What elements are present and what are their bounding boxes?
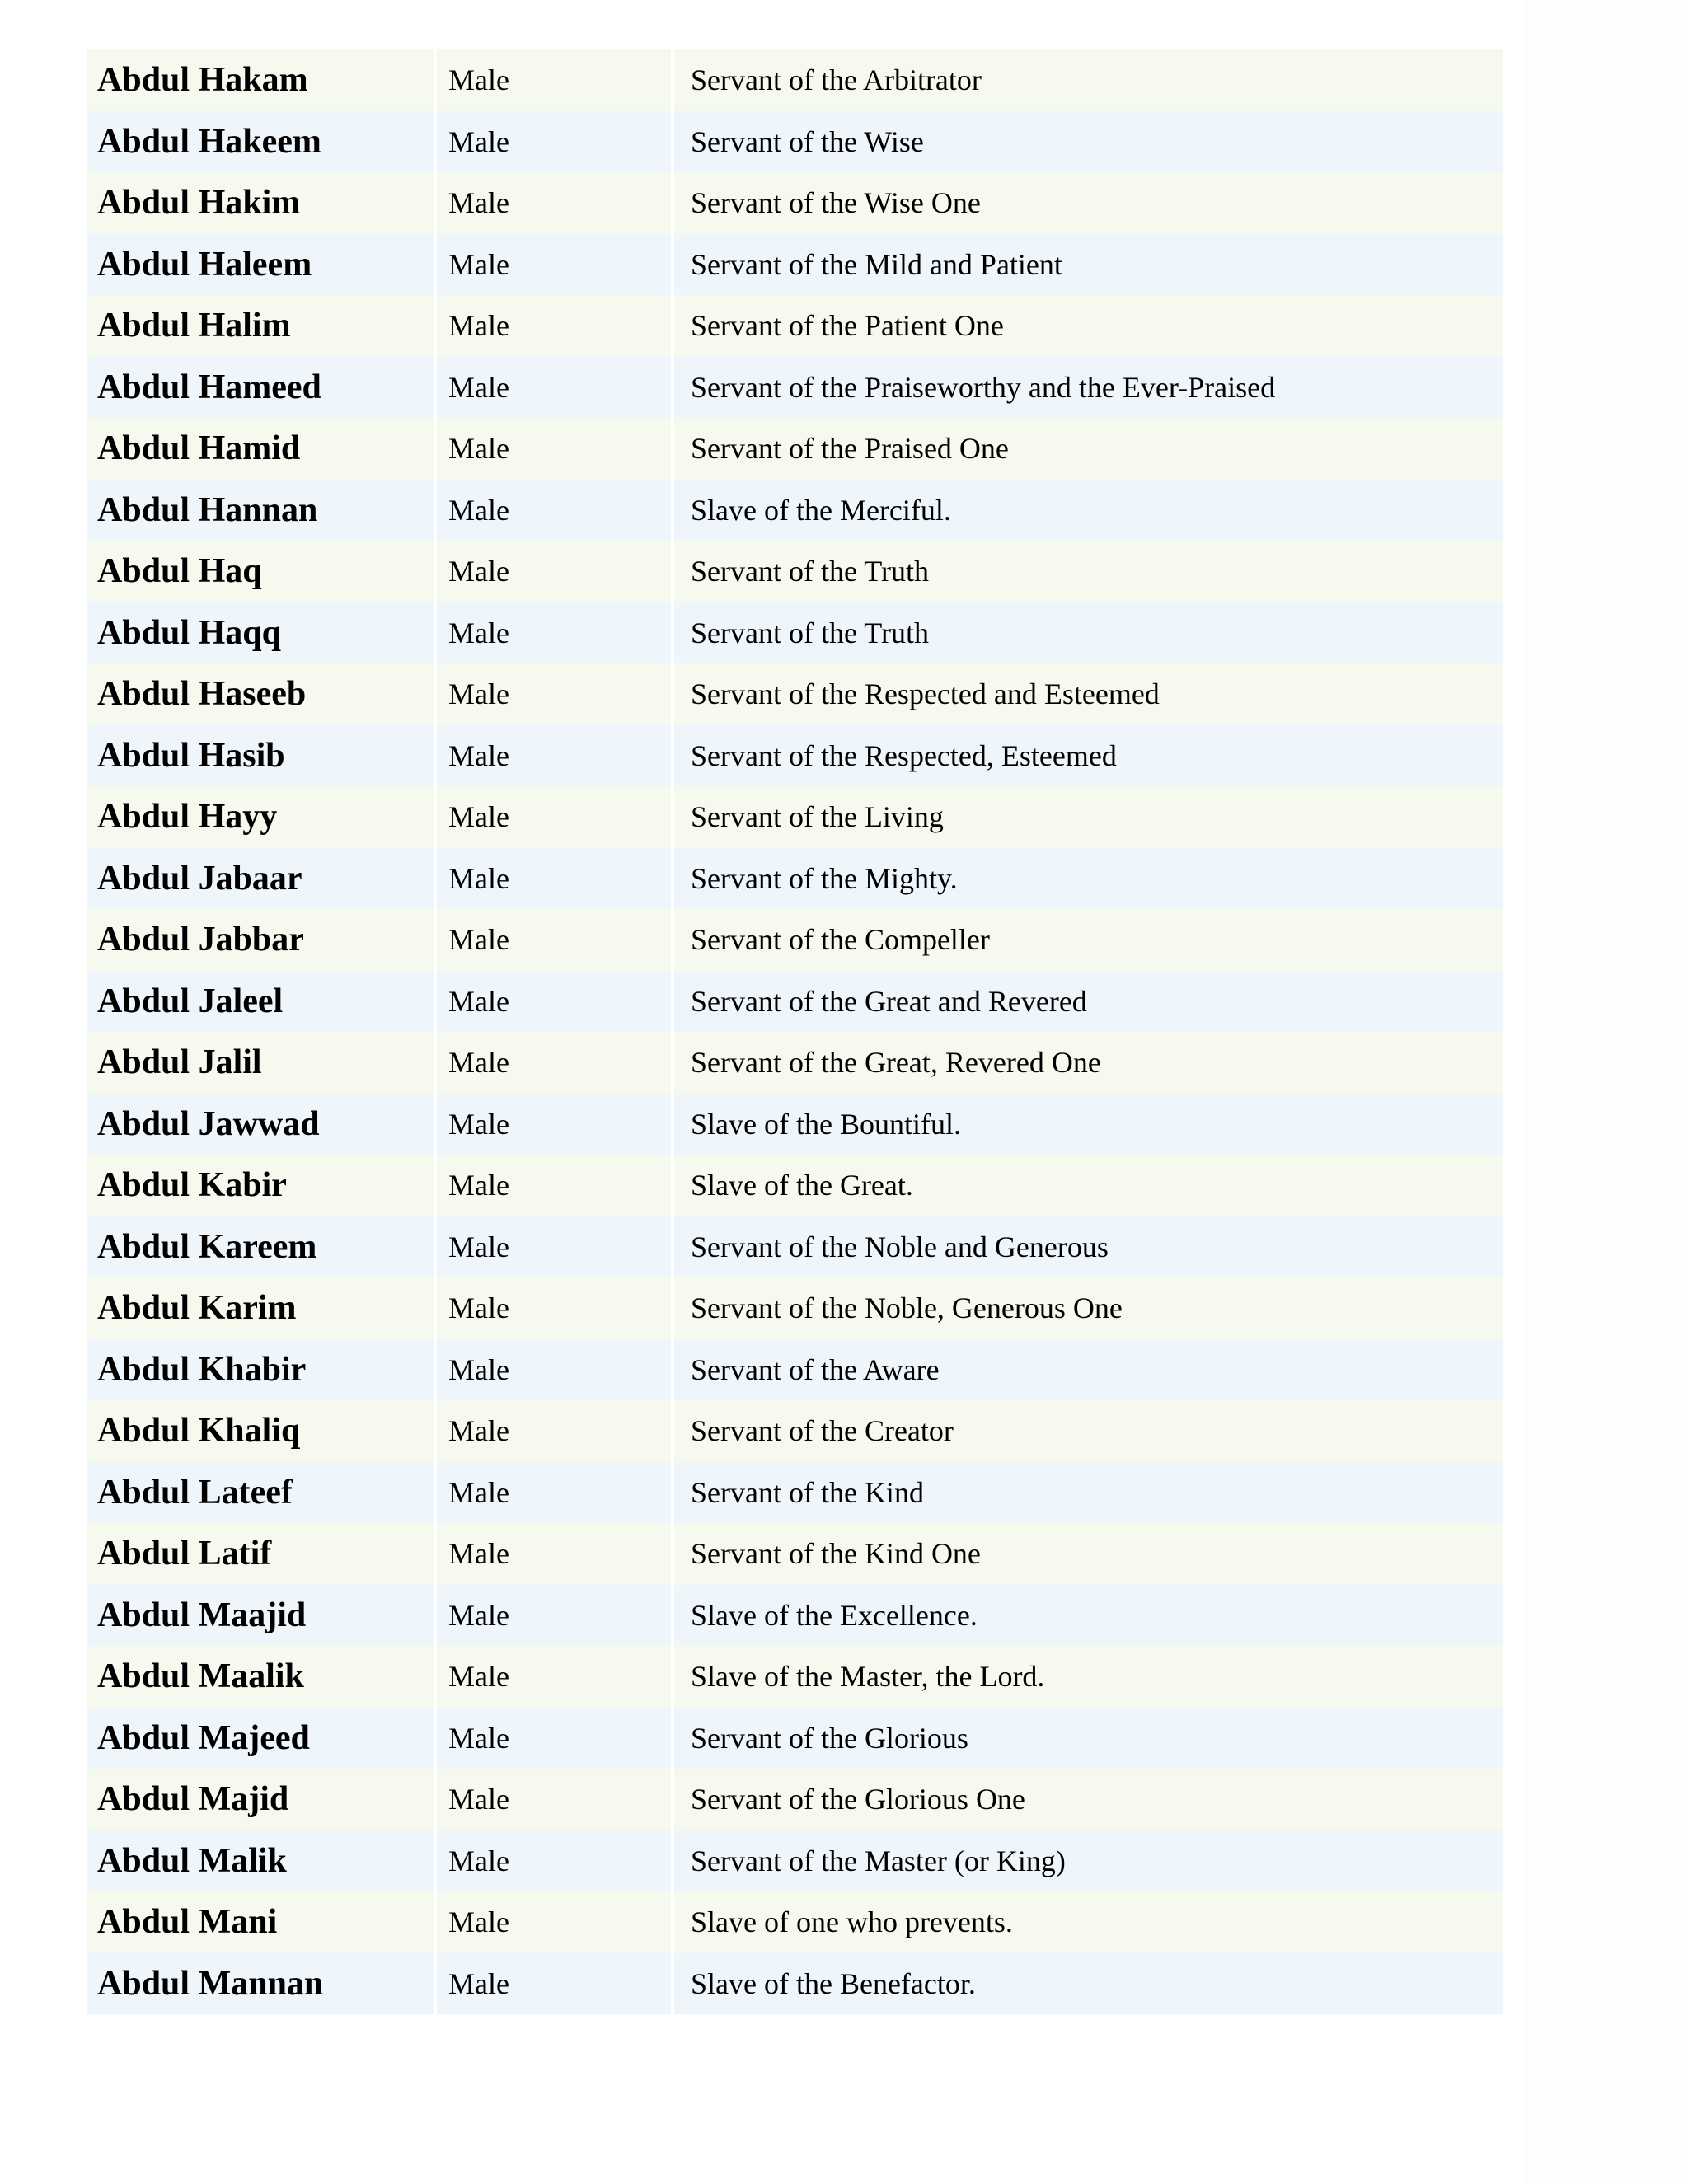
meaning-cell: Servant of the Respected, Esteemed xyxy=(691,738,1117,772)
gender-cell: Male xyxy=(437,1339,674,1401)
page-margin-shade xyxy=(1525,0,1688,2184)
meaning-cell: Servant of the Wise xyxy=(691,124,924,158)
meaning-cell: Servant of the Respected and Esteemed xyxy=(691,677,1160,711)
name-cell: Abdul Majeed xyxy=(87,1708,437,1769)
gender-cell: Male xyxy=(437,1646,674,1708)
table-row xyxy=(87,234,1503,296)
meaning-cell: Slave of one who prevents. xyxy=(691,1905,1013,1939)
table-row xyxy=(87,1953,1503,2015)
table-row xyxy=(87,971,1503,1033)
table-row xyxy=(87,480,1503,541)
table-row xyxy=(87,848,1503,910)
gender-cell: Male xyxy=(437,172,674,234)
table-row xyxy=(87,418,1503,480)
table-row xyxy=(87,295,1503,357)
table-row xyxy=(87,1708,1503,1769)
meaning-cell: Slave of the Master, the Lord. xyxy=(691,1660,1045,1694)
meaning-cell: Servant of the Truth xyxy=(691,616,930,649)
name-cell: Abdul Khaliq xyxy=(87,1400,437,1462)
gender-cell: Male xyxy=(437,1891,674,1953)
name-cell: Abdul Kareem xyxy=(87,1216,437,1278)
table-row xyxy=(87,1155,1503,1216)
gender-cell: Male xyxy=(437,1400,674,1462)
name-cell: Abdul Malik xyxy=(87,1830,437,1892)
meaning-cell: Servant of the Creator xyxy=(691,1414,954,1448)
gender-cell: Male xyxy=(437,1094,674,1155)
name-cell: Abdul Karim xyxy=(87,1277,437,1339)
gender-cell: Male xyxy=(437,541,674,602)
meaning-cell: Servant of the Glorious xyxy=(691,1721,968,1755)
table-row xyxy=(87,1646,1503,1708)
meaning-cell: Servant of the Kind xyxy=(691,1475,924,1509)
table-row xyxy=(87,49,1503,111)
gender-cell: Male xyxy=(437,1216,674,1278)
name-cell: Abdul Mani xyxy=(87,1891,437,1953)
table-row xyxy=(87,111,1503,173)
name-cell: Abdul Kabir xyxy=(87,1155,437,1216)
gender-cell: Male xyxy=(437,1830,674,1892)
name-cell: Abdul Maajid xyxy=(87,1585,437,1647)
meaning-cell: Slave of the Bountiful. xyxy=(691,1107,961,1141)
meaning-cell: Slave of the Merciful. xyxy=(691,493,951,527)
name-cell: Abdul Haseeb xyxy=(87,663,437,725)
meaning-cell: Servant of the Truth xyxy=(691,555,930,588)
meaning-cell: Servant of the Mighty. xyxy=(691,861,958,895)
gender-cell: Male xyxy=(437,357,674,419)
name-cell: Abdul Lateef xyxy=(87,1462,437,1524)
gender-cell: Male xyxy=(437,663,674,725)
name-cell: Abdul Haleem xyxy=(87,234,437,296)
table-row xyxy=(87,1216,1503,1278)
meaning-cell: Servant of the Arbitrator xyxy=(691,63,982,97)
meaning-cell: Slave of the Benefactor. xyxy=(691,1966,976,2000)
gender-cell: Male xyxy=(437,1769,674,1830)
meaning-cell: Servant of the Praiseworthy and the Ever-Praised xyxy=(691,370,1276,404)
table-row xyxy=(87,1277,1503,1339)
table-row xyxy=(87,1400,1503,1462)
table-row xyxy=(87,1032,1503,1094)
table-row xyxy=(87,1094,1503,1155)
name-cell: Abdul Haqq xyxy=(87,602,437,664)
gender-cell: Male xyxy=(437,1953,674,2015)
gender-cell: Male xyxy=(437,909,674,971)
table-row xyxy=(87,1585,1503,1647)
gender-cell: Male xyxy=(437,1585,674,1647)
meaning-cell: Servant of the Living xyxy=(691,800,944,834)
table-row xyxy=(87,1891,1503,1953)
meaning-cell: Servant of the Glorious One xyxy=(691,1783,1025,1816)
table-row xyxy=(87,786,1503,848)
meaning-cell: Servant of the Noble and Generous xyxy=(691,1230,1109,1263)
gender-cell: Male xyxy=(437,971,674,1033)
name-cell: Abdul Hakam xyxy=(87,49,437,111)
meaning-cell: Servant of the Noble, Generous One xyxy=(691,1291,1123,1325)
table-row xyxy=(87,909,1503,971)
name-cell: Abdul Hakeem xyxy=(87,111,437,173)
meaning-cell: Servant of the Praised One xyxy=(691,432,1009,466)
name-cell: Abdul Jabbar xyxy=(87,909,437,971)
name-cell: Abdul Hakim xyxy=(87,172,437,234)
meaning-cell: Servant of the Kind One xyxy=(691,1537,981,1571)
table-row xyxy=(87,1830,1503,1892)
gender-cell: Male xyxy=(437,49,674,111)
table-row xyxy=(87,1462,1503,1524)
table-row xyxy=(87,1769,1503,1830)
name-cell: Abdul Khabir xyxy=(87,1339,437,1401)
gender-cell: Male xyxy=(437,786,674,848)
gender-cell: Male xyxy=(437,111,674,173)
gender-cell: Male xyxy=(437,602,674,664)
table-row xyxy=(87,172,1503,234)
name-cell: Abdul Maalik xyxy=(87,1646,437,1708)
gender-cell: Male xyxy=(437,1708,674,1769)
table-row xyxy=(87,725,1503,787)
gender-cell: Male xyxy=(437,234,674,296)
meaning-cell: Servant of the Master (or King) xyxy=(691,1844,1066,1877)
gender-cell: Male xyxy=(437,480,674,541)
name-cell: Abdul Jabaar xyxy=(87,848,437,910)
gender-cell: Male xyxy=(437,295,674,357)
name-cell: Abdul Mannan xyxy=(87,1953,437,2015)
meaning-cell: Servant of the Aware xyxy=(691,1352,940,1386)
name-cell: Abdul Hameed xyxy=(87,357,437,419)
gender-cell: Male xyxy=(437,1523,674,1585)
meaning-cell: Servant of the Great, Revered One xyxy=(691,1046,1101,1080)
name-cell: Abdul Hayy xyxy=(87,786,437,848)
table-row xyxy=(87,541,1503,602)
gender-cell: Male xyxy=(437,1277,674,1339)
name-cell: Abdul Jalil xyxy=(87,1032,437,1094)
name-cell: Abdul Halim xyxy=(87,295,437,357)
table-row xyxy=(87,1339,1503,1401)
name-cell: Abdul Majid xyxy=(87,1769,437,1830)
table-row xyxy=(87,602,1503,664)
name-cell: Abdul Jaleel xyxy=(87,971,437,1033)
gender-cell: Male xyxy=(437,1155,674,1216)
name-cell: Abdul Latif xyxy=(87,1523,437,1585)
name-cell: Abdul Jawwad xyxy=(87,1094,437,1155)
gender-cell: Male xyxy=(437,725,674,787)
name-cell: Abdul Haq xyxy=(87,541,437,602)
gender-cell: Male xyxy=(437,1462,674,1524)
name-cell: Abdul Hannan xyxy=(87,480,437,541)
meaning-cell: Servant of the Patient One xyxy=(691,309,1004,343)
names-table xyxy=(87,49,1503,2014)
gender-cell: Male xyxy=(437,418,674,480)
meaning-cell: Servant of the Mild and Patient xyxy=(691,247,1062,281)
name-cell: Abdul Hasib xyxy=(87,725,437,787)
meaning-cell: Servant of the Great and Revered xyxy=(691,984,1087,1018)
meaning-cell: Slave of the Excellence. xyxy=(691,1598,978,1632)
table-row xyxy=(87,663,1503,725)
table-row xyxy=(87,1523,1503,1585)
gender-cell: Male xyxy=(437,1032,674,1094)
table-row xyxy=(87,357,1503,419)
meaning-cell: Servant of the Compeller xyxy=(691,923,990,957)
name-cell: Abdul Hamid xyxy=(87,418,437,480)
meaning-cell: Slave of the Great. xyxy=(691,1169,913,1202)
meaning-cell: Servant of the Wise One xyxy=(691,186,981,220)
gender-cell: Male xyxy=(437,848,674,910)
